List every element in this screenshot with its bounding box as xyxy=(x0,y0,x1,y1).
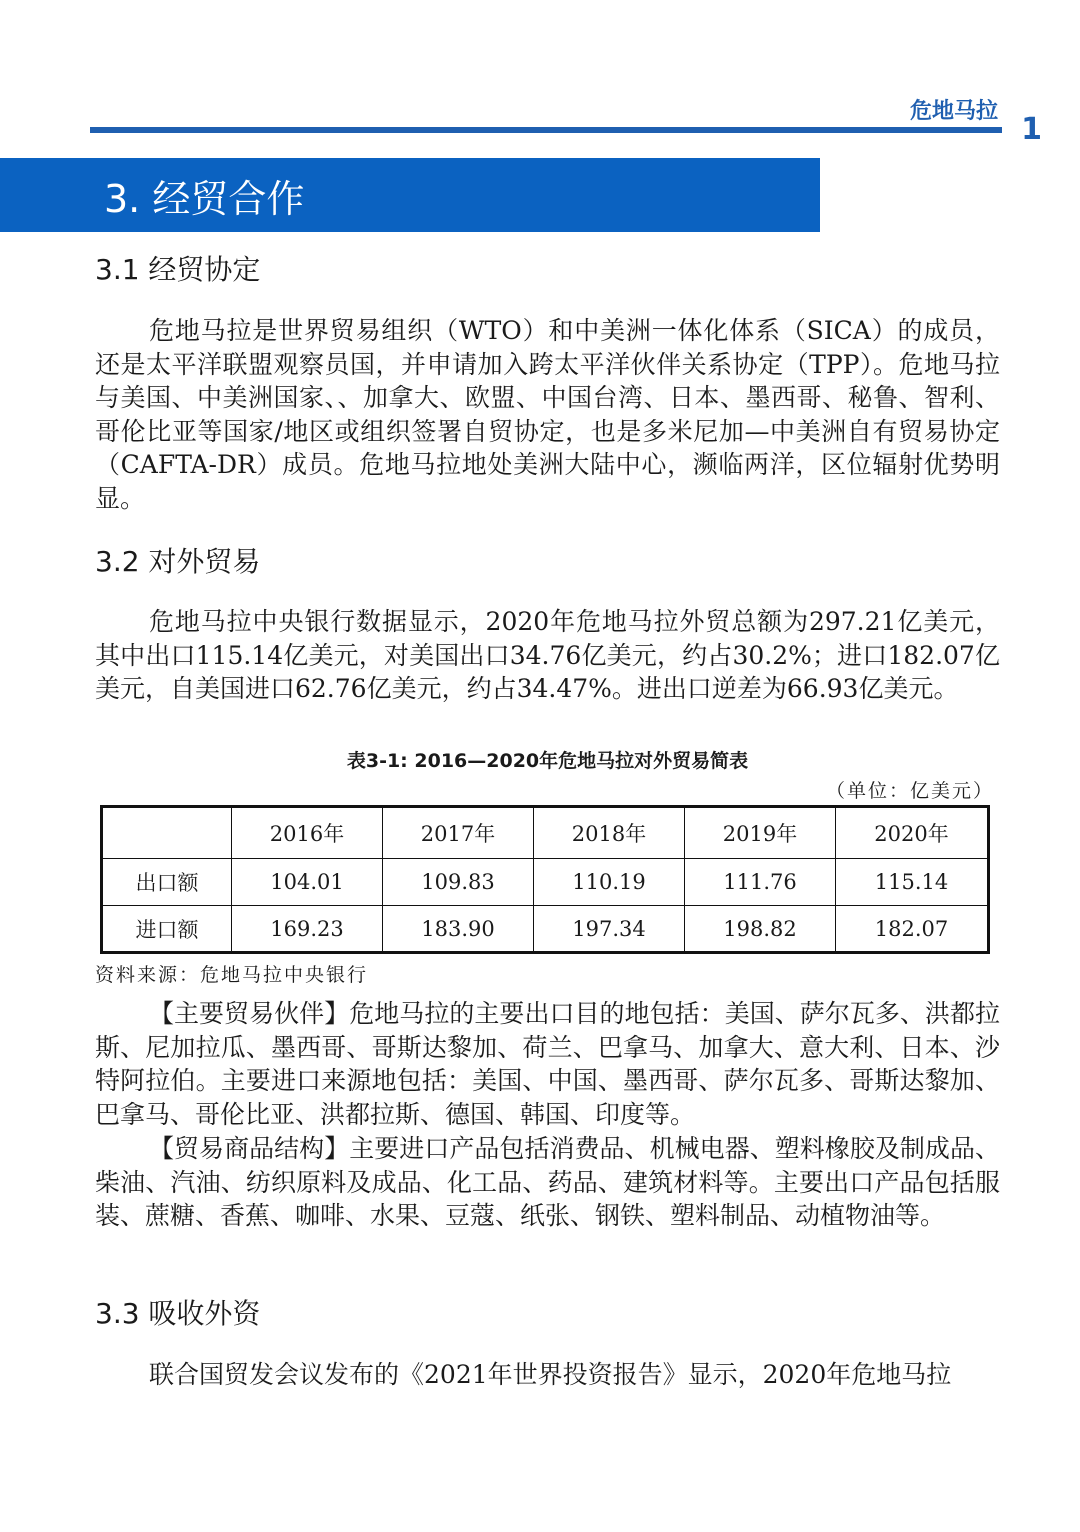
paragraph-foreign-investment: 联合国贸发会议发布的《2021年世界投资报告》显示，2020年危地马拉 xyxy=(149,1360,952,1389)
trade-table xyxy=(100,805,990,954)
table-header-row xyxy=(102,807,989,859)
row-label: 出口额 xyxy=(102,859,232,906)
table-row-imports xyxy=(102,906,989,953)
table-cell: 111.76 xyxy=(685,859,836,906)
table-header-cell: 2016年 xyxy=(232,807,383,859)
table-cell: 115.14 xyxy=(836,859,989,906)
table-cell: 183.90 xyxy=(383,906,534,953)
table-unit: （单位：亿美元） xyxy=(825,780,994,802)
chapter-banner xyxy=(0,158,820,232)
table-cell: 198.82 xyxy=(685,906,836,953)
paragraph-trade-structure: 【贸易商品结构】主要进口产品包括消费品、机械电器、塑料橡胶及制成品、柴油、汽油、纺织原料及成品、化工品、药品、建筑材料等。主要出口产品包括服装、蔗糖、香蕉、咖啡、水果、豆蔻、纸张、钢铁、塑料制品、动植物油等。 xyxy=(95,1134,1000,1230)
table-cell: 104.01 xyxy=(232,859,383,906)
table-source: 资料来源：危地马拉中央银行 xyxy=(95,964,369,986)
running-head-title: 危地马拉 xyxy=(909,99,998,124)
table-cell: 110.19 xyxy=(534,859,685,906)
section-title-3-1: 3.1 经贸协定 xyxy=(95,253,261,286)
table-header-cell: 2019年 xyxy=(685,807,836,859)
table-header-cell: 2020年 xyxy=(836,807,989,859)
chapter-title: 3. 经贸合作 xyxy=(104,176,305,221)
table-cell: 197.34 xyxy=(534,906,685,953)
table-row-exports xyxy=(102,859,989,906)
table-header-cell xyxy=(102,807,232,859)
header-rule xyxy=(90,127,1002,133)
page-number: 1 xyxy=(1021,112,1042,147)
section-title-3-3: 3.3 吸收外资 xyxy=(95,1297,261,1330)
section-title-3-2: 3.2 对外贸易 xyxy=(95,545,261,578)
row-label: 进口额 xyxy=(102,906,232,953)
table-cell: 109.83 xyxy=(383,859,534,906)
table-cell: 182.07 xyxy=(836,906,989,953)
paragraph-trade-partners: 【主要贸易伙伴】危地马拉的主要出口目的地包括：美国、萨尔瓦多、洪都拉斯、尼加拉瓜、墨西哥、哥斯达黎加、荷兰、巴拿马、加拿大、意大利、日本、沙特阿拉伯。主要进口来源地包括：美国、中国、墨西哥、萨尔瓦多、哥斯达黎加、巴拿马、哥伦比亚、洪都拉斯、德国、韩国、印度等。 xyxy=(95,999,1000,1129)
table-cell: 169.23 xyxy=(232,906,383,953)
table-caption: 表3-1: 2016—2020年危地马拉对外贸易简表 xyxy=(346,750,749,772)
paragraph-foreign-trade: 危地马拉中央银行数据显示，2020年危地马拉外贸总额为297.21亿美元，其中出口115.14亿美元，对美国出口34.76亿美元，约占30.2%；进口182.07亿美元，自美国进口62.76亿美元，约占34.47%。进出口逆差为66.93亿美元。 xyxy=(95,607,1000,703)
table-header-cell: 2018年 xyxy=(534,807,685,859)
paragraph-trade-agreements: 危地马拉是世界贸易组织（WTO）和中美洲一体化体系（SICA）的成员，还是太平洋联盟观察员国，并申请加入跨太平洋伙伴关系协定（TPP）。危地马拉与美国、中美洲国家、、加拿大、欧盟、中国台湾、日本、墨西哥、秘鲁、智利、哥伦比亚等国家/地区或组织签署自贸协定，也是多米尼加—中美洲自有贸易协定（CAFTA-DR）成员。危地马拉地处美洲大陆中心，濒临两洋，区位辐射优势明显。 xyxy=(95,316,1000,513)
table-header-cell: 2017年 xyxy=(383,807,534,859)
